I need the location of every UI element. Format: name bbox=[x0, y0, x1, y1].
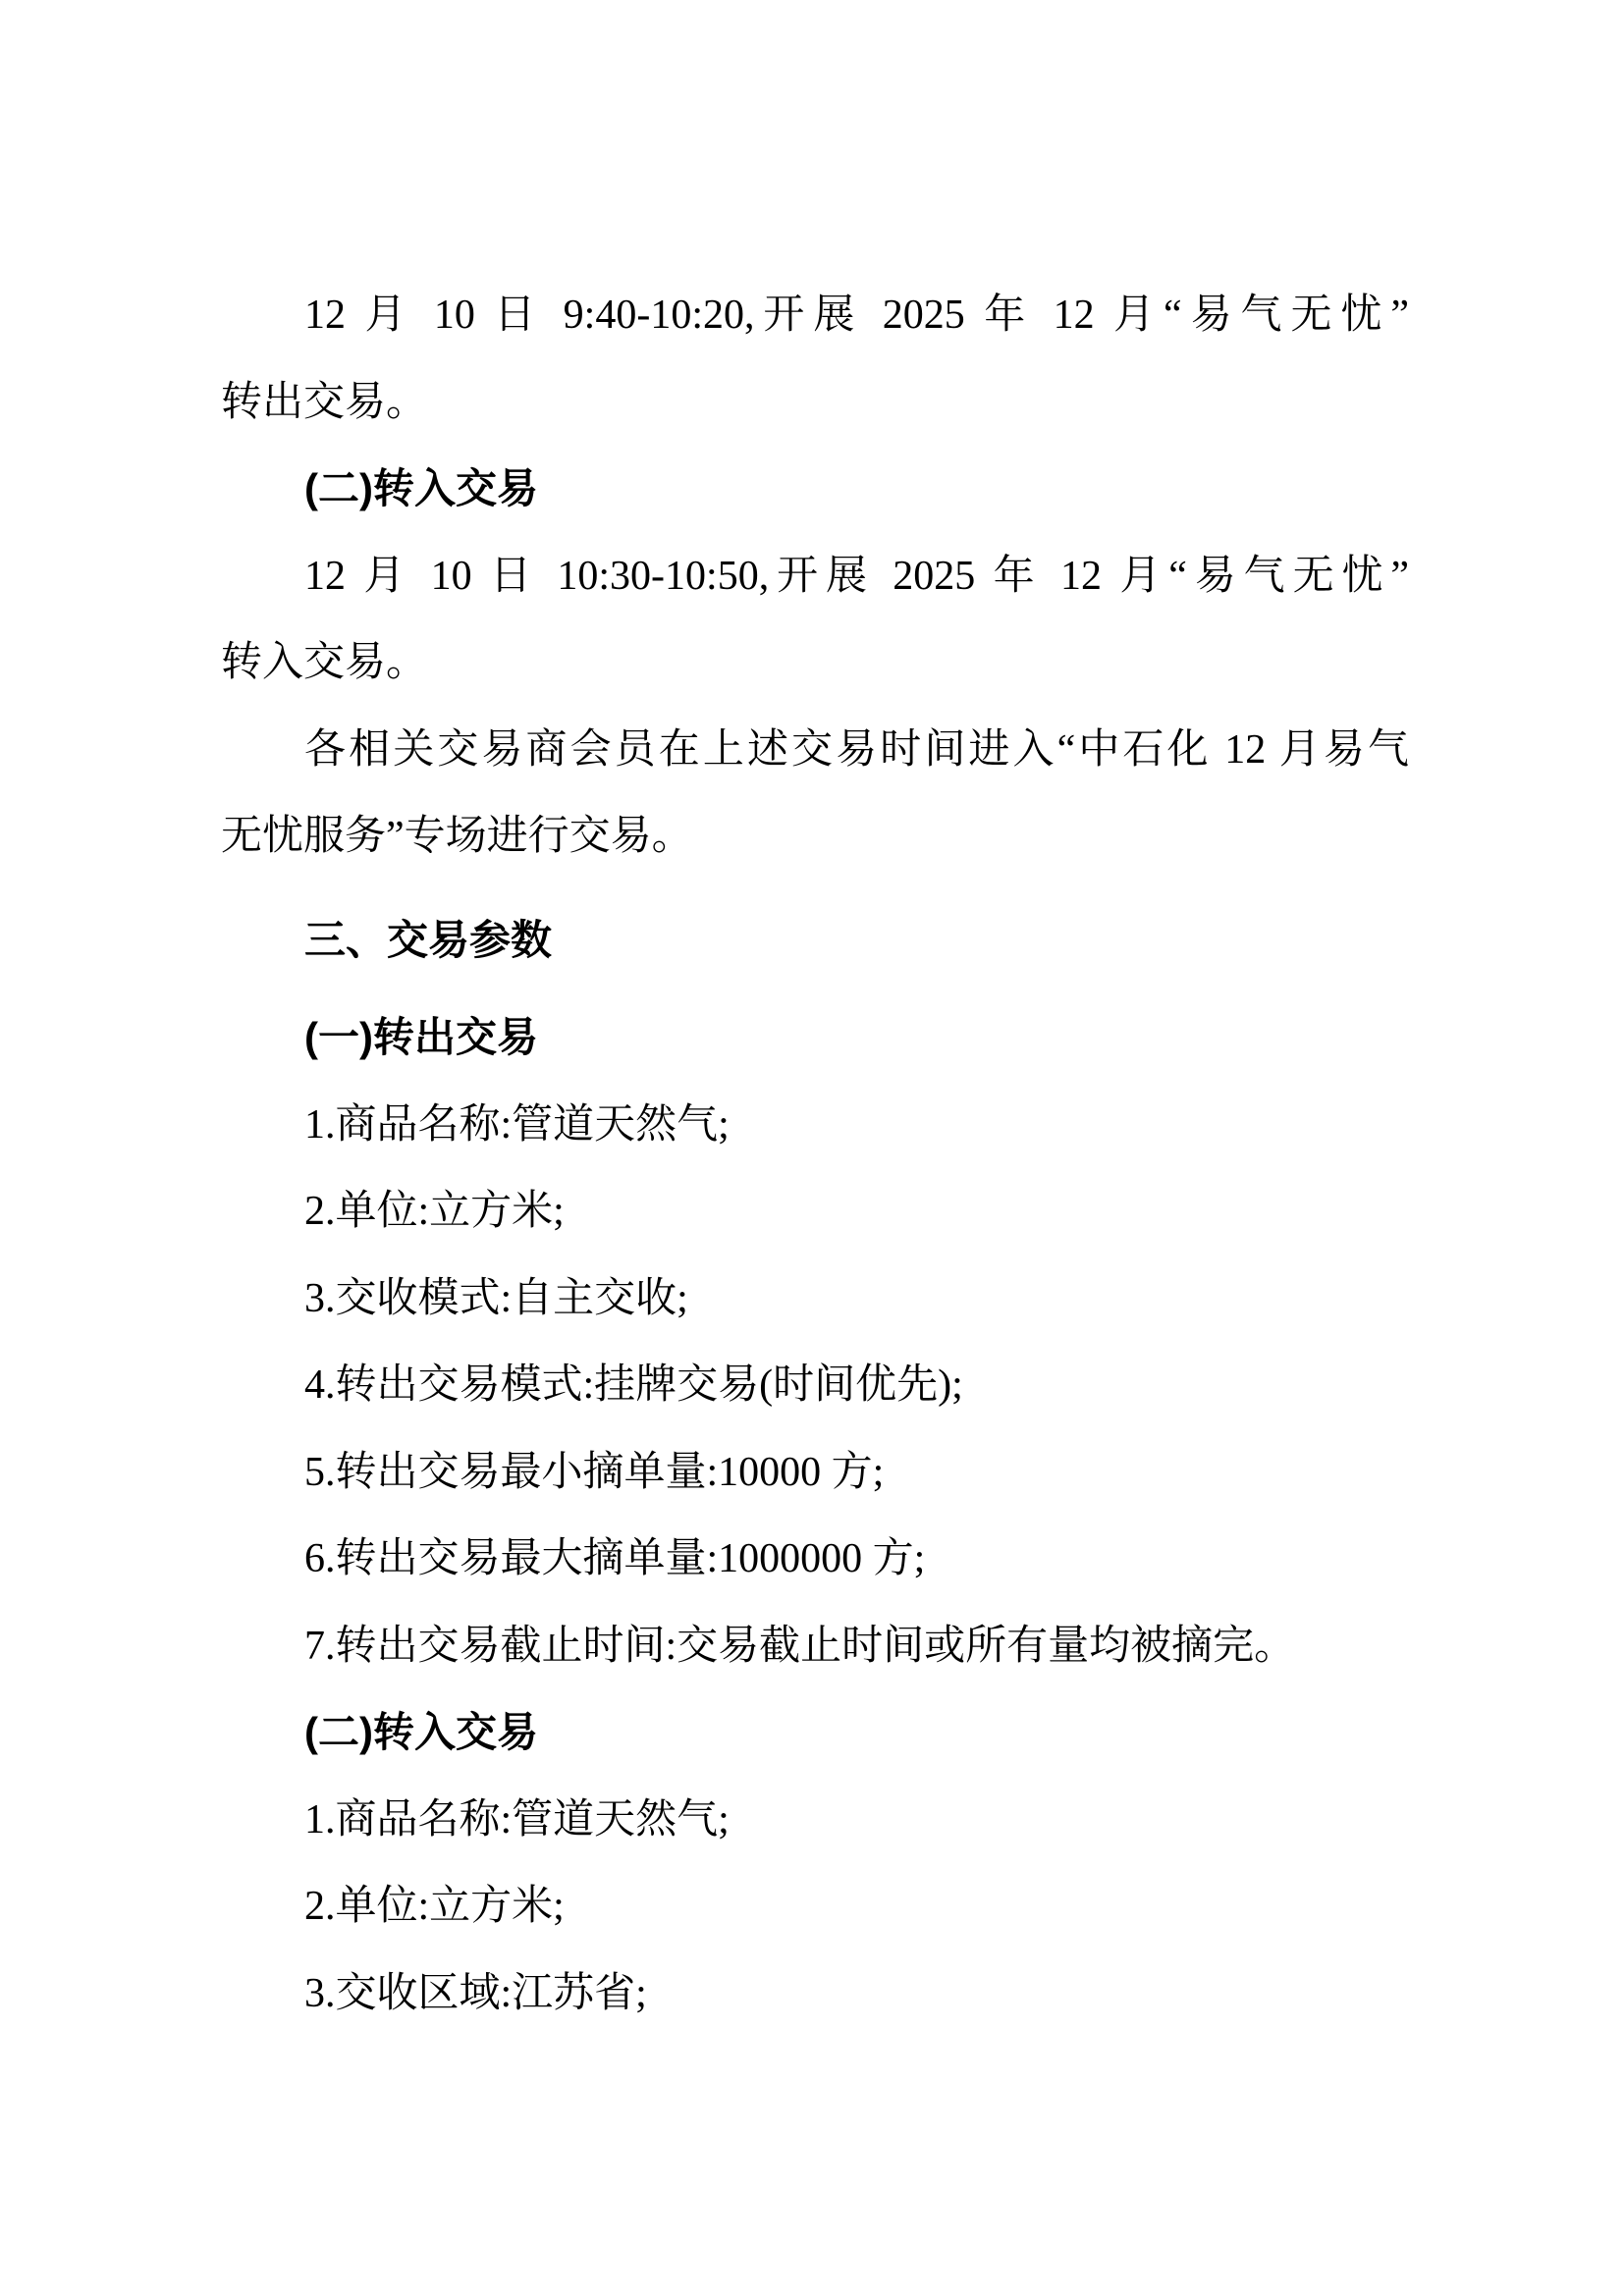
para-session-entry-line2: 无忧服务”专场进行交易。 bbox=[221, 814, 693, 859]
para-transfer-in-schedule-line2: 转入交易。 bbox=[221, 640, 428, 685]
list-item-out-min-order: 5.转出交易最小摘单量:10000 方; bbox=[304, 1449, 885, 1495]
list-item-out-unit: 2.单位:立方米; bbox=[304, 1189, 565, 1234]
para-transfer-in-schedule-line1: 12 月 10 日 10:30-10:50,开展 2025 年 12 月“易气无忧” bbox=[304, 553, 1409, 599]
heading-trading-parameters: 三、交易参数 bbox=[304, 916, 553, 963]
list-item-out-deadline: 7.转出交易截止时间:交易截止时间或所有量均被摘完。 bbox=[304, 1623, 1296, 1669]
list-item-in-delivery-region: 3.交收区域:江苏省; bbox=[304, 1970, 647, 2016]
para-transfer-out-schedule-line2: 转出交易。 bbox=[221, 379, 428, 425]
heading-transfer-in-trading: (二)转入交易 bbox=[304, 465, 538, 511]
list-item-out-max-order: 6.转出交易最大摘单量:1000000 方; bbox=[304, 1536, 926, 1581]
list-item-in-unit: 2.单位:立方米; bbox=[304, 1884, 565, 1929]
para-transfer-out-schedule-line1: 12 月 10 日 9:40-10:20,开展 2025 年 12 月“易气无忧” bbox=[304, 293, 1409, 338]
list-item-out-commodity-name: 1.商品名称:管道天然气; bbox=[304, 1101, 730, 1148]
list-item-out-delivery-mode: 3.交收模式:自主交收; bbox=[304, 1275, 688, 1321]
heading-transfer-in-params: (二)转入交易 bbox=[304, 1709, 538, 1755]
heading-transfer-out-params: (一)转出交易 bbox=[304, 1014, 538, 1060]
para-session-entry-line1: 各相关交易商会员在上述交易时间进入“中石化 12 月易气 bbox=[304, 726, 1409, 773]
list-item-in-commodity-name: 1.商品名称:管道天然气; bbox=[304, 1796, 730, 1842]
list-item-out-trading-mode: 4.转出交易模式:挂牌交易(时间优先); bbox=[304, 1362, 963, 1408]
